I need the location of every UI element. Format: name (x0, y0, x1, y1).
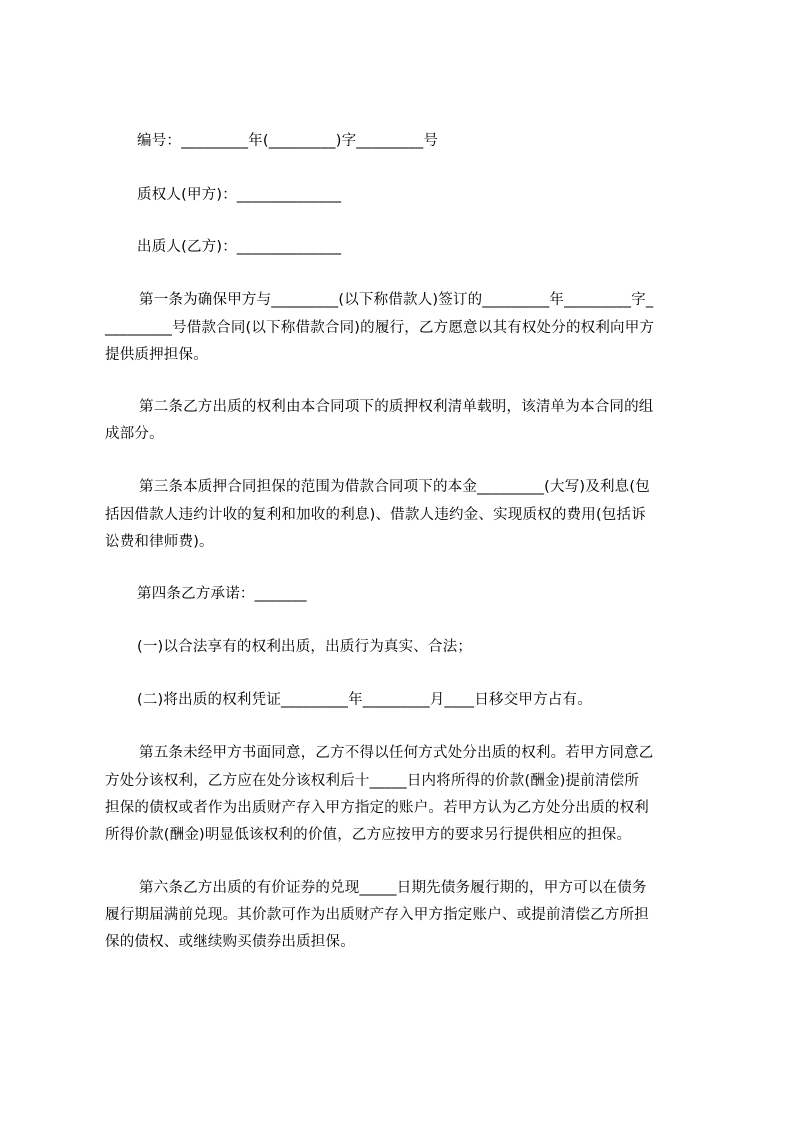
article-4-line-1: 第四条乙方承诺：_______ (137, 586, 307, 602)
article-1-line-2: _________号借款合同(以下称借款合同)的履行，乙方愿意以其有权处分的权利向甲方 (105, 320, 655, 336)
article-3-line-3: 讼费和律师费)。 (105, 534, 214, 550)
article-3-line-2: 括因借款人违约计收的复利和加收的利息)、借款人违约金、实现质权的费用(包括诉 (105, 507, 646, 523)
pledgee-line: 质权人(甲方)：______________ (137, 187, 342, 203)
article-5-line-4: 所得价款(酬金)明显低该权利的价值，乙方应按甲方的要求另行提供相应的担保。 (105, 827, 632, 843)
article-6-line-1: 第六条乙方出质的有价证券的兑现_____日期先债务履行期的，甲方可以在债务 (139, 880, 647, 896)
article-5-line-3: 担保的债权或者作为出质财产存入甲方指定的账户。若甲方认为乙方处分出质的权利 (105, 800, 649, 816)
article-2-line-1: 第二条乙方出质的权利由本合同项下的质押权利清单载明，该清单为本合同的组 (139, 399, 654, 415)
commitment-item-1: (一)以合法享有的权利出质，出质行为真实、合法； (137, 639, 473, 655)
article-5-line-1: 第五条未经甲方书面同意，乙方不得以任何方式处分出质的权利。若甲方同意乙 (139, 745, 654, 761)
article-1-line-1: 第一条为确保甲方与_________(以下称借款人)签订的_________年_________字_ (139, 292, 654, 308)
article-2-line-2: 成部分。 (105, 426, 164, 442)
article-5-line-2: 方处分该权利，乙方应在处分该权利后十_____日内将所得的价款(酬金)提前清偿所 (105, 773, 640, 789)
article-1-line-3: 提供质押担保。 (105, 347, 208, 363)
commitment-item-2: (二)将出质的权利凭证_________年_________月____日移交甲方占有。 (137, 692, 592, 708)
article-3-line-1: 第三条本质押合同担保的范围为借款合同项下的本金_________(大写)及利息(包 (139, 479, 650, 495)
article-6-line-2: 履行期届满前兑现。其价款可作为出质财产存入甲方指定账户、或提前清偿乙方所担 (105, 907, 649, 923)
article-6-line-3: 保的债权、或继续购买债券出质担保。 (105, 934, 355, 950)
pledgor-line: 出质人(乙方)：______________ (137, 239, 342, 255)
contract-number-line: 编号：_________年(_________)字_________号 (137, 133, 439, 149)
